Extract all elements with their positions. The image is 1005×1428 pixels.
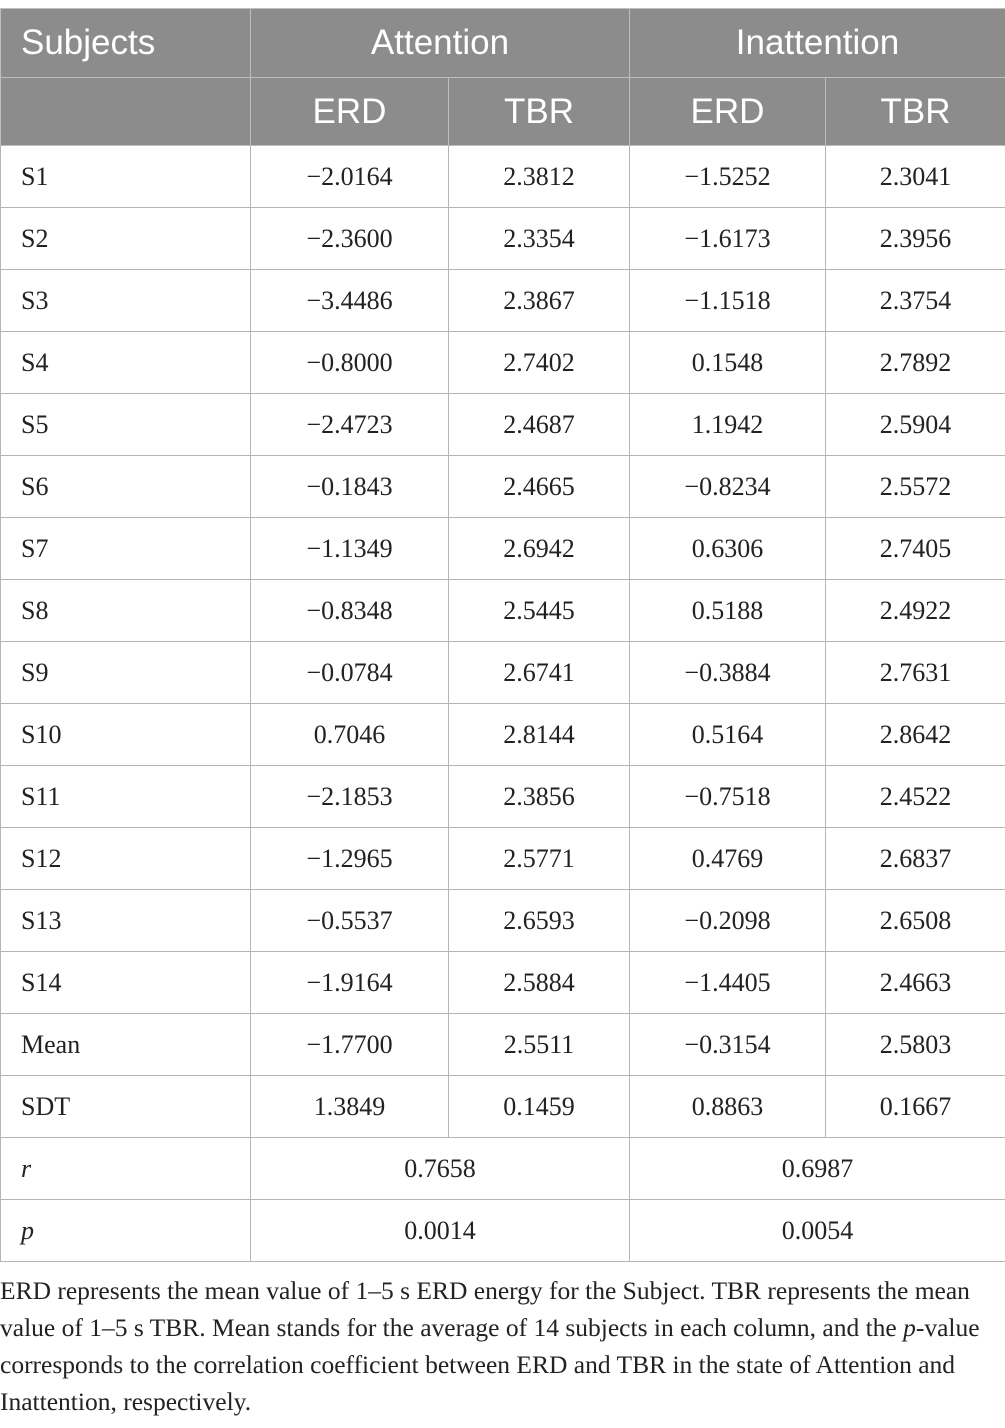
header-inattention-tbr: TBR — [826, 78, 1005, 146]
header-inattention-erd: ERD — [630, 78, 826, 146]
attention-erd-cell: −0.5537 — [251, 890, 449, 952]
subject-cell: S1 — [1, 146, 251, 208]
subject-cell: S2 — [1, 208, 251, 270]
inattention-tbr-cell: 2.6837 — [826, 828, 1005, 890]
inattention-tbr-cell: 2.5803 — [826, 1014, 1005, 1076]
inattention-erd-cell: 0.8863 — [630, 1076, 826, 1138]
attention-tbr-cell: 2.3856 — [449, 766, 630, 828]
inattention-erd-cell: −1.5252 — [630, 146, 826, 208]
table-row — [1, 332, 1005, 394]
inattention-tbr-cell: 2.3754 — [826, 270, 1005, 332]
table-row — [1, 518, 1005, 580]
inattention-tbr-cell: 2.7892 — [826, 332, 1005, 394]
table-row — [1, 456, 1005, 518]
header-subjects: Subjects — [1, 9, 251, 78]
table-row-r — [1, 1138, 1005, 1200]
header-attention: Attention — [251, 9, 630, 78]
attention-erd-cell: 0.7046 — [251, 704, 449, 766]
attention-erd-cell: −0.8000 — [251, 332, 449, 394]
footnote-p-italic: p — [903, 1313, 916, 1342]
subject-cell: S10 — [1, 704, 251, 766]
inattention-tbr-cell: 0.1667 — [826, 1076, 1005, 1138]
inattention-erd-cell: 0.5188 — [630, 580, 826, 642]
attention-tbr-cell: 2.4687 — [449, 394, 630, 456]
inattention-tbr-cell: 2.5904 — [826, 394, 1005, 456]
inattention-tbr-cell: 2.7405 — [826, 518, 1005, 580]
results-table — [0, 8, 1005, 1262]
inattention-erd-cell: 0.6306 — [630, 518, 826, 580]
attention-tbr-cell: 2.3812 — [449, 146, 630, 208]
stat-label-r: r — [1, 1138, 251, 1200]
stat-label-p: p — [1, 1200, 251, 1262]
attention-tbr-cell: 2.6942 — [449, 518, 630, 580]
inattention-erd-cell: −1.1518 — [630, 270, 826, 332]
table-row-p — [1, 1200, 1005, 1262]
inattention-erd-cell: −0.7518 — [630, 766, 826, 828]
attention-erd-cell: −1.9164 — [251, 952, 449, 1014]
inattention-erd-cell: 0.1548 — [630, 332, 826, 394]
attention-tbr-cell: 2.5445 — [449, 580, 630, 642]
attention-erd-cell: −0.0784 — [251, 642, 449, 704]
inattention-tbr-cell: 2.3041 — [826, 146, 1005, 208]
header-inattention: Inattention — [630, 9, 1005, 78]
table-row — [1, 270, 1005, 332]
subject-cell: S7 — [1, 518, 251, 580]
table-row-sdt — [1, 1076, 1005, 1138]
attention-erd-cell: −0.1843 — [251, 456, 449, 518]
header-empty-cell — [1, 78, 251, 146]
attention-tbr-cell: 2.8144 — [449, 704, 630, 766]
subject-cell: SDT — [1, 1076, 251, 1138]
inattention-tbr-cell: 2.8642 — [826, 704, 1005, 766]
inattention-tbr-cell: 2.4663 — [826, 952, 1005, 1014]
subject-cell: S14 — [1, 952, 251, 1014]
table-row — [1, 208, 1005, 270]
table-row — [1, 146, 1005, 208]
attention-erd-cell: −2.0164 — [251, 146, 449, 208]
table-row — [1, 394, 1005, 456]
subject-cell: S5 — [1, 394, 251, 456]
table-body — [1, 146, 1005, 1262]
attention-erd-cell: 1.3849 — [251, 1076, 449, 1138]
attention-tbr-cell: 2.7402 — [449, 332, 630, 394]
table-row — [1, 766, 1005, 828]
attention-erd-cell: −0.8348 — [251, 580, 449, 642]
inattention-erd-cell: 0.5164 — [630, 704, 826, 766]
table-row-mean — [1, 1014, 1005, 1076]
table-row — [1, 704, 1005, 766]
subject-cell: S12 — [1, 828, 251, 890]
inattention-erd-cell: 1.1942 — [630, 394, 826, 456]
inattention-tbr-cell: 2.4522 — [826, 766, 1005, 828]
subject-cell: S11 — [1, 766, 251, 828]
attention-tbr-cell: 2.6741 — [449, 642, 630, 704]
table-row — [1, 952, 1005, 1014]
subject-cell: S8 — [1, 580, 251, 642]
attention-r-value: 0.7658 — [251, 1138, 630, 1200]
attention-p-value: 0.0014 — [251, 1200, 630, 1262]
inattention-tbr-cell: 2.3956 — [826, 208, 1005, 270]
header-attention-erd: ERD — [251, 78, 449, 146]
inattention-tbr-cell: 2.5572 — [826, 456, 1005, 518]
footnote-text-part2: -value corresponds to the correlation coefficient between ERD and TBR in the state of Attention and Inattention, respectively. — [0, 1313, 980, 1416]
subject-cell: S3 — [1, 270, 251, 332]
attention-erd-cell: −2.3600 — [251, 208, 449, 270]
inattention-p-value: 0.0054 — [630, 1200, 1005, 1262]
attention-erd-cell: −1.7700 — [251, 1014, 449, 1076]
table-row — [1, 828, 1005, 890]
attention-tbr-cell: 0.1459 — [449, 1076, 630, 1138]
inattention-erd-cell: 0.4769 — [630, 828, 826, 890]
attention-tbr-cell: 2.3354 — [449, 208, 630, 270]
inattention-tbr-cell: 2.7631 — [826, 642, 1005, 704]
table-header — [1, 9, 1005, 146]
subject-cell: S9 — [1, 642, 251, 704]
table-row — [1, 580, 1005, 642]
table-footnote — [0, 1272, 1005, 1420]
attention-erd-cell: −1.1349 — [251, 518, 449, 580]
table-row — [1, 642, 1005, 704]
attention-erd-cell: −2.1853 — [251, 766, 449, 828]
inattention-tbr-cell: 2.6508 — [826, 890, 1005, 952]
header-row-measures — [1, 78, 1005, 146]
header-attention-tbr: TBR — [449, 78, 630, 146]
attention-tbr-cell: 2.5884 — [449, 952, 630, 1014]
inattention-erd-cell: −0.3154 — [630, 1014, 826, 1076]
subject-cell: S4 — [1, 332, 251, 394]
inattention-erd-cell: −0.3884 — [630, 642, 826, 704]
inattention-erd-cell: −1.6173 — [630, 208, 826, 270]
attention-tbr-cell: 2.6593 — [449, 890, 630, 952]
subject-cell: S6 — [1, 456, 251, 518]
attention-tbr-cell: 2.4665 — [449, 456, 630, 518]
header-row-groups — [1, 9, 1005, 78]
inattention-erd-cell: −1.4405 — [630, 952, 826, 1014]
attention-erd-cell: −2.4723 — [251, 394, 449, 456]
attention-erd-cell: −1.2965 — [251, 828, 449, 890]
inattention-r-value: 0.6987 — [630, 1138, 1005, 1200]
attention-tbr-cell: 2.5511 — [449, 1014, 630, 1076]
attention-erd-cell: −3.4486 — [251, 270, 449, 332]
subject-cell: S13 — [1, 890, 251, 952]
inattention-erd-cell: −0.2098 — [630, 890, 826, 952]
inattention-tbr-cell: 2.4922 — [826, 580, 1005, 642]
attention-tbr-cell: 2.3867 — [449, 270, 630, 332]
footnote-text-part1: ERD represents the mean value of 1–5 s ERD energy for the Subject. TBR represents the mean value of 1–5 s TBR. Mean stands for the average of 14 subjects in each column, and the — [0, 1276, 970, 1342]
inattention-erd-cell: −0.8234 — [630, 456, 826, 518]
attention-tbr-cell: 2.5771 — [449, 828, 630, 890]
subject-cell: Mean — [1, 1014, 251, 1076]
table-row — [1, 890, 1005, 952]
